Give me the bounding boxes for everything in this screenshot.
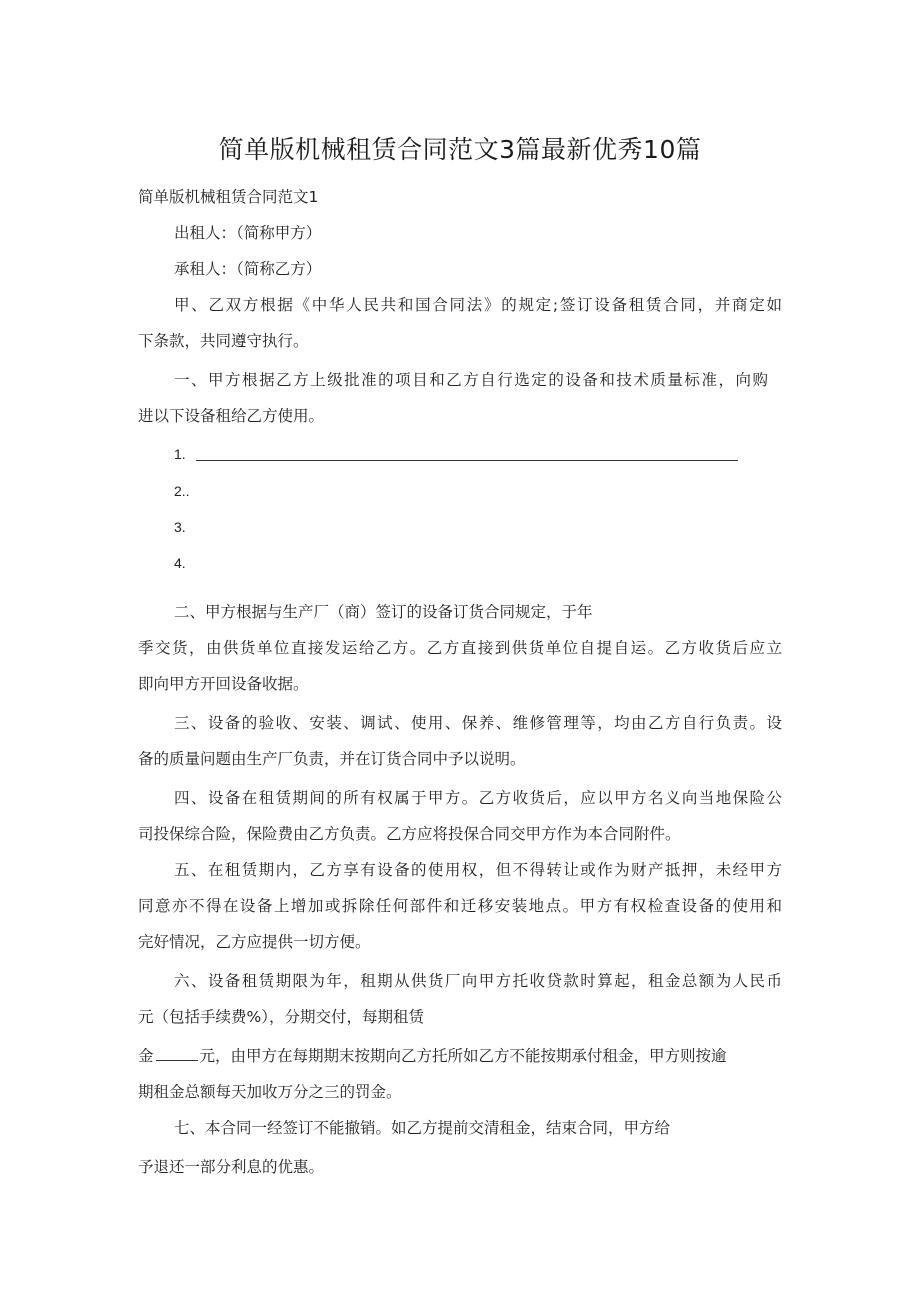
clause7-line-1: 七、本合同一经签订不能撤销。如乙方提前交清租金，结束合同，甲方给	[174, 1119, 671, 1137]
clause4-line-1: 四、设备在租赁期间的所有权属于甲方。乙方收货后，应以甲方名义向当地保险公	[174, 789, 782, 807]
section-heading: 简单版机械租赁合同范文1	[138, 188, 319, 206]
clause2-line-3: 即向甲方开回设备收据。	[138, 675, 309, 693]
clause5-line-1: 五、在租赁期内，乙方享有设备的使用权，但不得转让或作为财产抵押，未经甲方	[174, 861, 782, 879]
lessee-line: 承租人：（简称乙方）	[174, 260, 322, 278]
intro-line-2: 下条款，共同遵守执行。	[138, 332, 309, 350]
list-item-4: 4.	[174, 555, 186, 571]
amount-blank	[156, 1048, 198, 1061]
fill-in-blank	[196, 460, 738, 461]
lessor-line: 出租人：（简称甲方）	[174, 224, 322, 242]
clause1-line-1: 一、甲方根据乙方上级批准的项目和乙方自行选定的设备和技术质量标准，向购	[174, 371, 768, 389]
clause6-line-3	[138, 1045, 727, 1067]
clause4-line-2: 司投保综合险，保险费由乙方负责。乙方应将投保合同交甲方作为本合同附件。	[138, 825, 681, 843]
clause6-line-2: 元（包括手续费%），分期交付，每期租赁	[138, 1008, 424, 1026]
clause2-line-1: 二、甲方根据与生产厂（商）签订的设备订货合同规定，于年	[174, 603, 593, 621]
list-item-2: 2..	[174, 483, 190, 499]
clause6-line-4: 期租金总额每天加收万分之三的罚金。	[138, 1083, 402, 1101]
clause5-line-3: 完好情况，乙方应提供一切方便。	[138, 933, 371, 951]
clause3-line-2: 备的质量问题由生产厂负责，并在订货合同中予以说明。	[138, 750, 526, 768]
document-title: 简单版机械租赁合同范文3篇最新优秀10篇	[218, 135, 702, 164]
list-item-3: 3.	[174, 519, 186, 535]
clause6-line-3-prefix: 金	[138, 1047, 154, 1065]
intro-line-1: 甲、乙双方根据《中华人民共和国合同法》的规定;签订设备租赁合同，并商定如	[174, 296, 782, 314]
clause1-line-2: 进以下设备租给乙方使用。	[138, 407, 325, 425]
clause2-line-2: 季交货，由供货单位直接发运给乙方。乙方直接到供货单位自提自运。乙方收货后应立	[138, 639, 782, 657]
list-item-1: 1.	[174, 446, 186, 462]
clause3-line-1: 三、设备的验收、安装、调试、使用、保养、维修管理等，均由乙方自行负责。设	[174, 714, 782, 732]
clause5-line-2: 同意亦不得在设备上增加或拆除任何部件和迁移安装地点。甲方有权检查设备的使用和	[138, 897, 782, 915]
clause7-line-2: 予退还一部分利息的优惠。	[138, 1158, 325, 1176]
clause6-line-3-suffix: 元，由甲方在每期期末按期向乙方托所如乙方不能按期承付租金，甲方则按逾	[199, 1047, 727, 1065]
clause6-line-1: 六、设备租赁期限为年，租期从供货厂向甲方托收贷款时算起，租金总额为人民币	[174, 972, 782, 990]
